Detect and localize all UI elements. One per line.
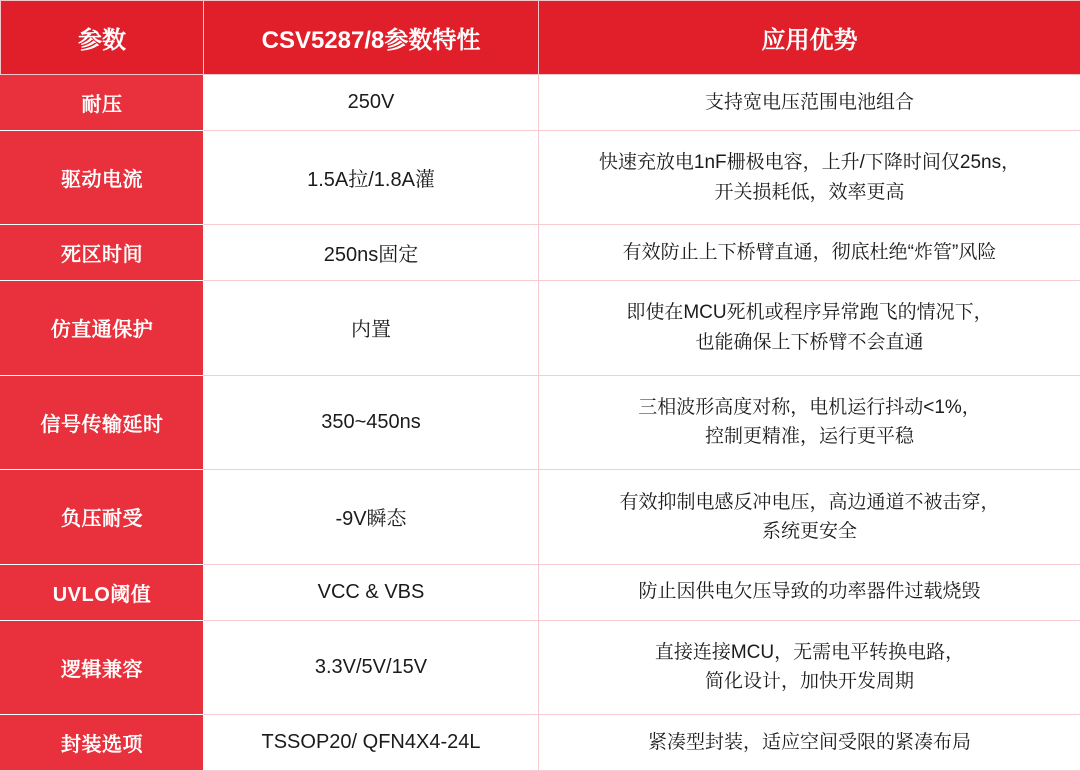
advantage-line: 系统更安全 — [761, 520, 857, 542]
table-body — [1, 75, 1080, 771]
advantage-line: 直接连接MCU，无需电平转换电路， — [654, 641, 965, 663]
advantage-line: 三相波形高度对称，电机运行抖动<1%， — [638, 397, 981, 419]
row-spec-value: 内置 — [204, 281, 539, 376]
row-parameter-name: 封装选项 — [1, 715, 204, 771]
row-advantage — [539, 470, 1080, 565]
table-row — [1, 281, 1080, 376]
row-spec-value: 1.5A拉/1.8A灌 — [204, 130, 539, 225]
row-advantage — [539, 715, 1080, 771]
row-spec-value: 3.3V/5V/15V — [204, 620, 539, 715]
advantage-line: 紧凑型封装，适应空间受限的紧凑布局 — [647, 731, 971, 753]
row-spec-value: 350~450ns — [204, 375, 539, 470]
row-spec-value: -9V瞬态 — [204, 470, 539, 565]
advantage-line: 支持宽电压范围电池组合 — [704, 91, 914, 113]
row-advantage — [539, 281, 1080, 376]
table-row — [1, 470, 1080, 565]
column-header-parameter: 参数 — [1, 1, 204, 75]
advantage-line: 也能确保上下桥臂不会直通 — [695, 331, 924, 353]
column-header-advantage: 应用优势 — [539, 1, 1080, 75]
row-parameter-name: 负压耐受 — [1, 470, 204, 565]
table-header-row — [1, 1, 1080, 75]
column-header-spec: CSV5287/8参数特性 — [204, 1, 539, 75]
row-parameter-name: 死区时间 — [1, 225, 204, 281]
advantage-line: 控制更精准，运行更平稳 — [704, 426, 914, 448]
table-row — [1, 715, 1080, 771]
row-advantage — [539, 375, 1080, 470]
advantage-line: 简化设计，加快开发周期 — [704, 671, 914, 693]
table-row — [1, 564, 1080, 620]
row-parameter-name: 逻辑兼容 — [1, 620, 204, 715]
table-header — [1, 1, 1080, 75]
row-advantage — [539, 620, 1080, 715]
advantage-line: 即使在MCU死机或程序异常跑飞的情况下， — [626, 302, 993, 324]
row-spec-value: TSSOP20/ QFN4X4-24L — [204, 715, 539, 771]
row-advantage — [539, 225, 1080, 281]
table-row — [1, 620, 1080, 715]
row-advantage — [539, 75, 1080, 131]
row-parameter-name: 信号传输延时 — [1, 375, 204, 470]
advantage-line: 快速充放电1nF栅极电容，上升/下降时间仅25ns， — [598, 152, 1021, 174]
table-row — [1, 375, 1080, 470]
row-spec-value: 250ns固定 — [204, 225, 539, 281]
row-advantage — [539, 564, 1080, 620]
row-parameter-name: 驱动电流 — [1, 130, 204, 225]
row-parameter-name: 仿直通保护 — [1, 281, 204, 376]
table-row — [1, 75, 1080, 131]
row-spec-value: VCC & VBS — [204, 564, 539, 620]
row-advantage — [539, 130, 1080, 225]
row-parameter-name: 耐压 — [1, 75, 204, 131]
advantage-line: 防止因供电欠压导致的功率器件过载烧毁 — [638, 581, 981, 603]
table-row — [1, 225, 1080, 281]
row-parameter-name: UVLO阈值 — [1, 564, 204, 620]
advantage-line: 有效防止上下桥臂直通，彻底杜绝“炸管”风险 — [622, 242, 997, 264]
advantage-line: 开关损耗低，效率更高 — [714, 181, 905, 203]
table-row — [1, 130, 1080, 225]
advantage-line: 有效抑制电感反冲电压，高边通道不被击穿， — [619, 491, 1000, 513]
row-spec-value: 250V — [204, 75, 539, 131]
